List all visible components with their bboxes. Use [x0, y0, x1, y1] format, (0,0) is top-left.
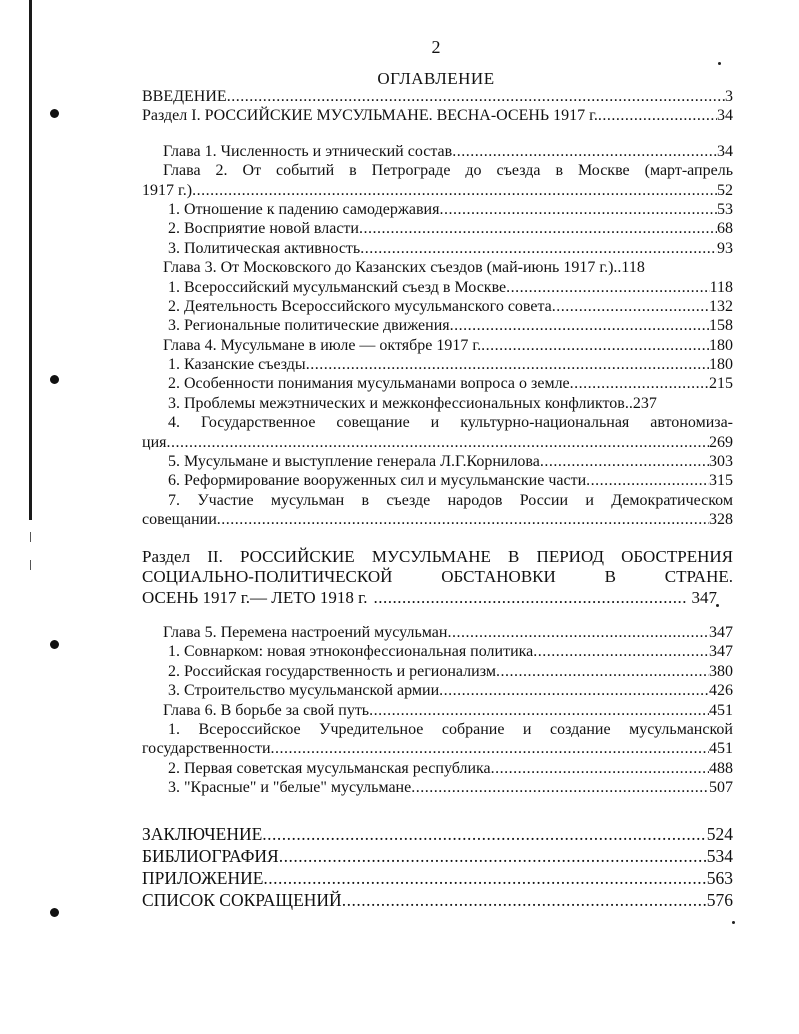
toc-entry-ch4-item-4-line1: 4. Государственное совещание и культурно-национальная автономиза-	[168, 414, 733, 432]
page-number: 2	[431, 37, 441, 57]
toc-entry-ch6-item-1-line2: государственности ..... 451	[142, 739, 733, 758]
margin-mark	[30, 560, 31, 570]
toc-entry-ch4-item-1: 1. Казанские съезды ..... 180	[142, 355, 733, 374]
toc-entry-ch6-item-1-line1: 1. Всероссийское Учредительное собрание и создание мусульманской	[168, 721, 733, 739]
margin-mark	[30, 532, 31, 542]
toc-entry-ch3-item-2: 2. Деятельность Всероссийского мусульманского совета ..... 132	[142, 297, 733, 316]
toc-entry-ch2-item-3: 3. Политическая активность ..... 93	[142, 239, 733, 258]
toc-entry-ch4-item-4-line2: ция ..... 269	[142, 433, 733, 452]
toc-entry-ch5-item-3: 3. Строительство мусульманской армии ..... 426	[142, 681, 733, 700]
toc-entry-ch4-item-2: 2. Особенности понимания мусульманами вопроса о земле ..... 215	[142, 374, 733, 393]
toc-entry-section-1: Раздел I. РОССИЙСКИЕ МУСУЛЬМАНЕ. ВЕСНА-ОСЕНЬ 1917 г. ..... 34	[142, 106, 733, 125]
toc-entry-chapter-6: Глава 6. В борьбе за свой путь ..... 451	[142, 701, 733, 720]
toc-title: ОГЛАВЛЕНИЕ	[377, 69, 495, 88]
toc-entry-ch4-item-6: 6. Реформирование вооруженных сил и мусульманские части ..... 315	[142, 471, 733, 490]
toc-entry-chapter-3: Глава 3. От Московского до Казанских съездов (май-июнь 1917 г.).. 118	[163, 259, 645, 277]
punch-hole	[50, 640, 59, 649]
toc-entry-ch3-item-1: 1. Всероссийский мусульманский съезд в Москве ..... 118	[142, 278, 733, 297]
toc-entry-section-2-line2: СОЦИАЛЬНО-ПОЛИТИЧЕСКОЙ ОБСТАНОВКИ В СТРАНЕ.	[142, 567, 733, 587]
toc-entry-section-2-line3: ОСЕНЬ 1917 г.— ЛЕТО 1918 г. ..... 347	[142, 588, 733, 609]
toc-entry-chapter-5: Глава 5. Перемена настроений мусульман ..... 347	[142, 623, 733, 642]
toc-entry-section-2-line1: Раздел II. РОССИЙСКИЕ МУСУЛЬМАНЕ В ПЕРИОД ОБОСТРЕНИЯ	[142, 546, 733, 566]
toc-entry-ch6-item-3: 3. "Красные" и "белые" мусульмане ..... 507	[142, 778, 733, 797]
scan-speck	[718, 62, 721, 65]
punch-hole	[50, 109, 59, 118]
punch-hole	[50, 375, 59, 384]
toc-entry-ch6-item-2: 2. Первая советская мусульманская республика ..... 488	[142, 759, 733, 778]
punch-hole	[50, 908, 59, 917]
toc-entry-ch4-item-7-line2: совещании ..... 328	[142, 510, 733, 529]
toc-entry-ch4-item-5: 5. Мусульмане и выступление генерала Л.Г.Корнилова ..... 303	[142, 452, 733, 471]
toc-entry-chapter-2-line2: 1917 г.) ..... 52	[142, 181, 733, 200]
toc-entry-chapter-1: Глава 1. Численность и этнический состав ..... 34	[142, 142, 733, 161]
toc-entry-chapter-4: Глава 4. Мусульмане в июле — октябре 1917 г. ..... 180	[142, 336, 733, 355]
scan-speck	[732, 921, 735, 924]
toc-entry-appendix: ПРИЛОЖЕНИЕ ..... 563	[142, 867, 733, 889]
table-of-contents	[142, 87, 733, 911]
toc-entry-ch4-item-7-line1: 7. Участие мусульман в съезде народов России и Демократическом	[168, 491, 733, 509]
toc-entry-ch2-item-1: 1. Отношение к падению самодержавия ..... 53	[142, 200, 733, 219]
toc-entry-ch5-item-1: 1. Совнарком: новая этноконфессиональная политика ..... 347	[142, 642, 733, 661]
toc-entry-abbreviations: СПИСОК СОКРАЩЕНИЙ ..... 576	[142, 889, 733, 911]
toc-entry-chapter-2-line1: Глава 2. От событий в Петрограде до съезда в Москве (март-апрель	[163, 162, 733, 180]
toc-entry-conclusion: ЗАКЛЮЧЕНИЕ ..... 524	[142, 823, 733, 845]
toc-entry-bibliography: БИБЛИОГРАФИЯ ..... 534	[142, 845, 733, 867]
toc-entry-ch2-item-2: 2. Восприятие новой власти ..... 68	[142, 219, 733, 238]
toc-entry-ch4-item-3: 3. Проблемы межэтнических и межконфессиональных конфликтов.. 237	[168, 394, 657, 412]
toc-entry-ch3-item-3: 3. Региональные политические движения ..... 158	[142, 316, 733, 335]
toc-entry-intro: ВВЕДЕНИЕ ..... 3	[142, 87, 733, 106]
toc-entry-ch5-item-2: 2. Российская государственность и регионализм ..... 380	[142, 662, 733, 681]
